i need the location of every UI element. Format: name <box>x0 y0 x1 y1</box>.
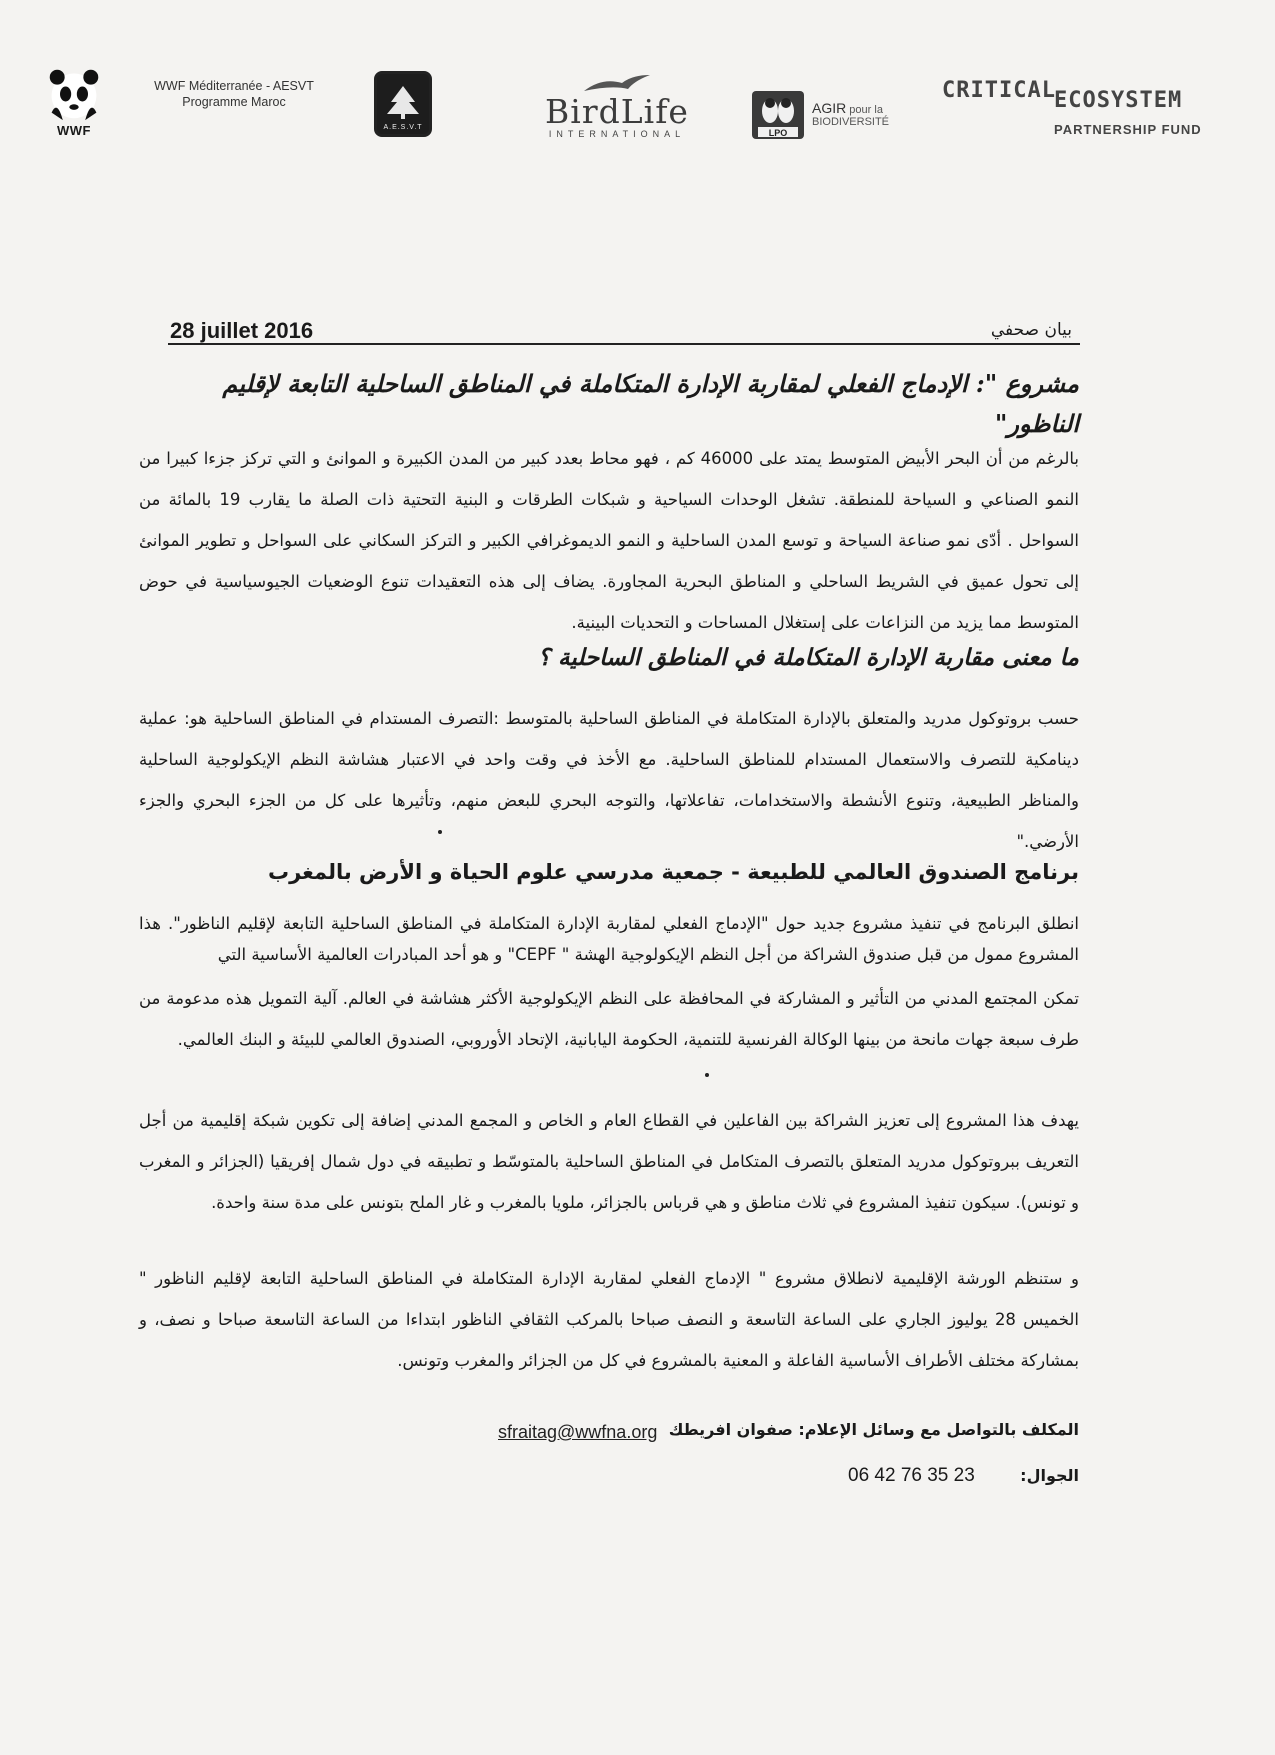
mobile-number: 06 42 76 35 23 <box>848 1465 975 1486</box>
workshop-paragraph: و ستنظم الورشة الإقليمية لانطلاق مشروع " الإدماج الفعلي لمقاربة الإدارة المتكاملة في المناطق الساحلية التابعة لإقليم الناظور " الخميس 28 يوليوز الجاري على الساعة التاسعة و النصف صباحا بالمركب الثقافي الناظور ابتداءا من الساعة التاسعة صباحا و نصف، و بمشاركة مختلف الأطراف الأساسية الفاعلة و المعنية بالمشروع في كل من الجزائر والمغرب وتونس. <box>139 1269 1079 1370</box>
aesvt-label: A.E.S.V.T <box>383 124 423 131</box>
media-contact-label: المكلف بالتواصل مع وسائل الإعلام: صفوان افريطك <box>668 1420 1079 1439</box>
wwf-med-line1: WWF Méditerranée - AESVT <box>154 79 314 93</box>
contact-email-link[interactable]: sfraitag@wwfna.org <box>498 1422 658 1442</box>
wwf-logo <box>44 62 104 140</box>
puffin-icon <box>752 91 804 139</box>
birdlife-subtitle: INTERNATIONAL <box>548 129 686 139</box>
birdlife-logo <box>522 66 712 146</box>
objectives-paragraph: يهدف هذا المشروع إلى تعزيز الشراكة بين الفاعلين في القطاع العام و الخاص و المجمع المدني إضافة إلى تكوين شبكة إقليمية من أجل التعريف ببروتوكول مدريد المتعلق بالتصرف المتكامل في المناطق الساحلية بالمتوسّط و تطبيقه في دول شمال إفريقيا (الجزائر و المغرب و تونس). سيكون تنفيذ المشروع في ثلاث مناطق و هي قرباس بالجزائر، ملويا بالمغرب و غار الملح بتونس على مدة سنة واحدة. <box>139 1111 1079 1212</box>
wwf-med-line2: Programme Maroc <box>182 95 286 109</box>
lpo-biodiversite: BIODIVERSITÉ <box>812 116 890 128</box>
lpo-badge-text: LPO <box>768 128 788 138</box>
cepf-ecosystem: ECOSYSTEM <box>1054 88 1183 113</box>
lpo-tagline <box>812 102 889 128</box>
aesvt-logo <box>372 68 434 140</box>
lpo-agir: AGIR <box>812 100 847 116</box>
cepf-logo <box>942 78 1202 142</box>
birdlife-wordmark: BirdLife <box>545 92 689 131</box>
panda-icon <box>46 65 102 123</box>
cepf-partnership-fund: PARTNERSHIP FUND <box>1054 122 1202 137</box>
mobile-label: الجوال: <box>1020 1466 1079 1485</box>
scan-speck <box>438 830 442 834</box>
header-divider <box>168 343 1080 345</box>
lpo-logo <box>752 90 912 140</box>
tree-icon <box>383 84 423 124</box>
wwf-med-caption <box>134 78 334 110</box>
program-paragraph: انطلق البرنامج في تنفيذ مشروع جديد حول "الإدماج الفعلي لمقاربة الإدارة المتكاملة في المناطق الساحلية التابعة لإقليم الناظور". هذا المشروع ممول من قبل صندوق الشراكة من أجل النظم الإيكولوجية الهشة " CEPF" و هو أحد المبادرات العالمية الأساسية التي <box>139 914 1079 964</box>
section-heading-program: برنامج الصندوق العالمي للطبيعة - جمعية مدرسي علوم الحياة و الأرض بالمغرب <box>267 860 1079 884</box>
scan-speck-2 <box>705 1073 709 1077</box>
section-heading-icam: ما معنى مقاربة الإدارة المتكاملة في المناطق الساحلية ؟ <box>537 644 1079 671</box>
document-title: مشروع ": الإدماج الفعلي لمقاربة الإدارة المتكاملة في المناطق الساحلية التابعة لإقليم الناظور" <box>222 369 1079 438</box>
press-release-label: بيان صحفي <box>990 320 1072 340</box>
intro-paragraph: بالرغم من أن البحر الأبيض المتوسط يمتد على 46000 كم ، فهو محاط بعدد كبير من المدن الكبيرة و الموانئ و التي تركز جزءا كبيرا من النمو الصناعي و السياحة للمنطقة. تشغل الوحدات السياحية و شبكات الطرقات و البنية التحتية ذات الصلة ما يقارب 19 بالمائة من السواحل . أدّى نمو صناعة السياحة و توسع المدن الساحلية و النمو الديموغرافي الكبير و التركز السكاني على السواحل و تطوير الموانئ إلى تحول عميق في الشريط الساحلي و المناطق البحرية المجاورة. يضاف إلى هذه التعقيدات تنوع الوضعيات الجيوسياسية في حوض المتوسط مما يزيد من النزاعات على إستغلال المساحات و التحديات البينية. <box>139 449 1079 632</box>
cepf-critical: CRITICAL <box>942 78 1056 103</box>
wwf-wordmark: WWF <box>57 122 91 138</box>
funding-paragraph: تمكن المجتمع المدني من التأثير و المشاركة في المحافظة على النظم الإيكولوجية الأكثر هشاشة في العالم. آلية التمويل هذه مدعومة من طرف سبعة جهات مانحة من بينها الوكالة الفرنسية للتنمية، الحكومة اليابانية، الإتحاد الأوروبي، الصندوق العالمي للبيئة و البنك العالمي. <box>139 989 1079 1049</box>
lpo-pour-la: pour la <box>849 104 883 116</box>
icam-definition-paragraph: حسب بروتوكول مدريد والمتعلق بالإدارة المتكاملة في المناطق الساحلية بالمتوسط :التصرف المستدام في المناطق الساحلية هو: عملية دينامكية للتصرف والاستعمال المستدام للمناطق الساحلية. مع الأخذ في وقت واحد في الاعتبار هشاشة النظم الإيكولوجية الساحلية والمناظر الطبيعية، وتنوع الأنشطة والاستخدامات، تفاعلاتها، والتوجه البحري للبعض منهم، وتأثيرها على كل من الجزء البحري والجزء الأرضي." <box>139 709 1079 851</box>
release-date: 28 juillet 2016 <box>170 318 314 343</box>
